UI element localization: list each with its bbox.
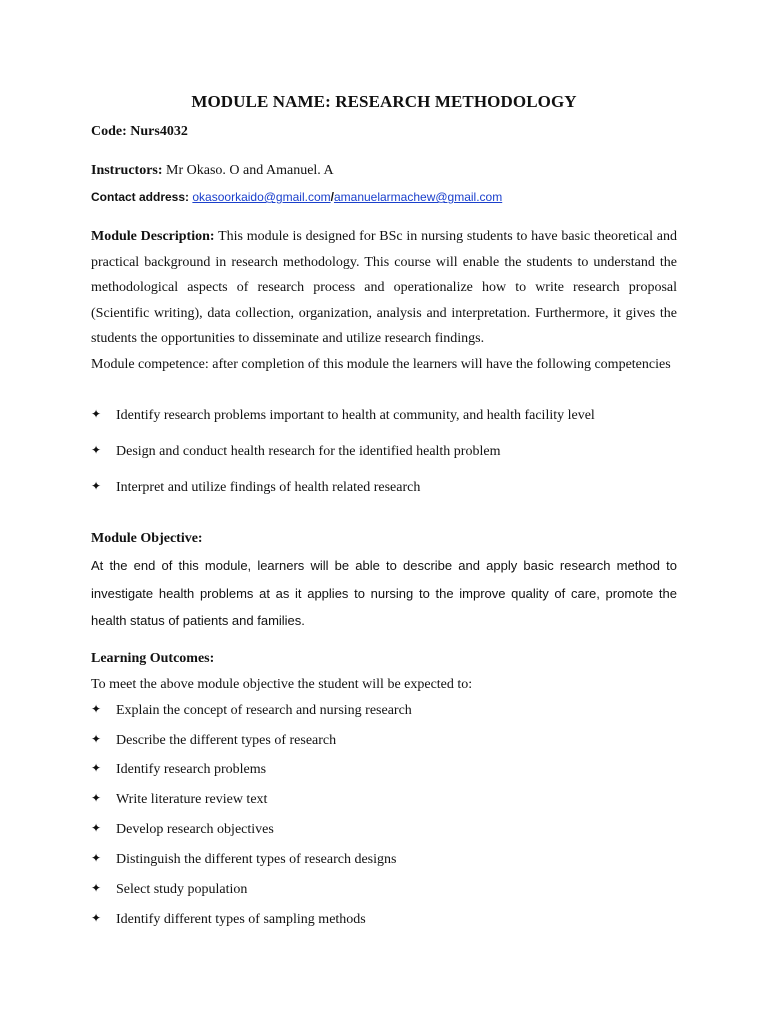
list-item: ✦ Design and conduct health research for the identified health problem <box>91 443 501 459</box>
email-link-2[interactable]: amanuelarmachew@gmail.com <box>333 190 503 204</box>
star-bullet-icon: ✦ <box>91 881 102 895</box>
star-bullet-icon: ✦ <box>91 732 102 746</box>
instructors-label: Instructors: <box>91 163 163 178</box>
module-code: Code: Nurs4032 <box>91 124 188 139</box>
star-bullet-icon: ✦ <box>91 911 102 925</box>
star-bullet-icon: ✦ <box>91 443 102 457</box>
list-item: ✦ Interpret and utilize findings of health related research <box>91 479 421 495</box>
outcomes-heading: Learning Outcomes: <box>91 651 215 666</box>
list-item: ✦ Write literature review text <box>91 791 268 807</box>
objective-heading: Module Objective: <box>91 531 203 546</box>
email-link-1[interactable]: okasoorkaido@gmail.com <box>192 190 331 204</box>
contact-label: Contact address: <box>91 190 190 204</box>
star-bullet-icon: ✦ <box>91 702 102 716</box>
instructors-line <box>91 163 334 179</box>
list-item: ✦ Distinguish the different types of research designs <box>91 851 397 867</box>
list-item: ✦ Describe the different types of research <box>91 732 337 748</box>
outcomes-intro: To meet the above module objective the student will be expected to: <box>91 677 473 692</box>
instructors-value: Mr Okaso. O and Amanuel. A <box>166 163 334 178</box>
description-label: Module Description: <box>91 229 215 244</box>
star-bullet-icon: ✦ <box>91 479 102 493</box>
list-item: ✦ Identify research problems important to health at community, and health facility level <box>91 407 595 423</box>
list-item: ✦ Select study population <box>91 881 248 897</box>
contact-line <box>91 190 502 204</box>
list-item: ✦ Explain the concept of research and nursing research <box>91 702 412 718</box>
module-competence: Module competence: after completion of this module the learners will have the following competencies <box>91 357 671 372</box>
star-bullet-icon: ✦ <box>91 821 102 835</box>
star-bullet-icon: ✦ <box>91 851 102 865</box>
module-description <box>91 224 677 352</box>
list-item: ✦ Identify research problems <box>91 761 267 777</box>
list-item: ✦ Identify different types of sampling methods <box>91 911 366 927</box>
objective-text: At the end of this module, learners will be able to describe and apply basic research method to investigate health problems at as it applies to nursing to the improve quality of care, promote the health status of patients and families. <box>91 558 677 628</box>
email-separator: / <box>330 190 334 204</box>
page-title: MODULE NAME: RESEARCH METHODOLOGY <box>191 92 577 111</box>
star-bullet-icon: ✦ <box>91 407 102 421</box>
list-item: ✦ Develop research objectives <box>91 821 274 837</box>
star-bullet-icon: ✦ <box>91 791 102 805</box>
description-text: This module is designed for BSc in nursing students to have basic theoretical and practical background in research methodology. This course will enable the students to understand the methodological aspects of research process and operationalize how to write research proposal (Scientific writing), data collection, organization, analysis and interpretation. Furthermore, it gives the students the opportunities to disseminate and utilize research findings. <box>91 229 677 346</box>
star-bullet-icon: ✦ <box>91 761 102 775</box>
